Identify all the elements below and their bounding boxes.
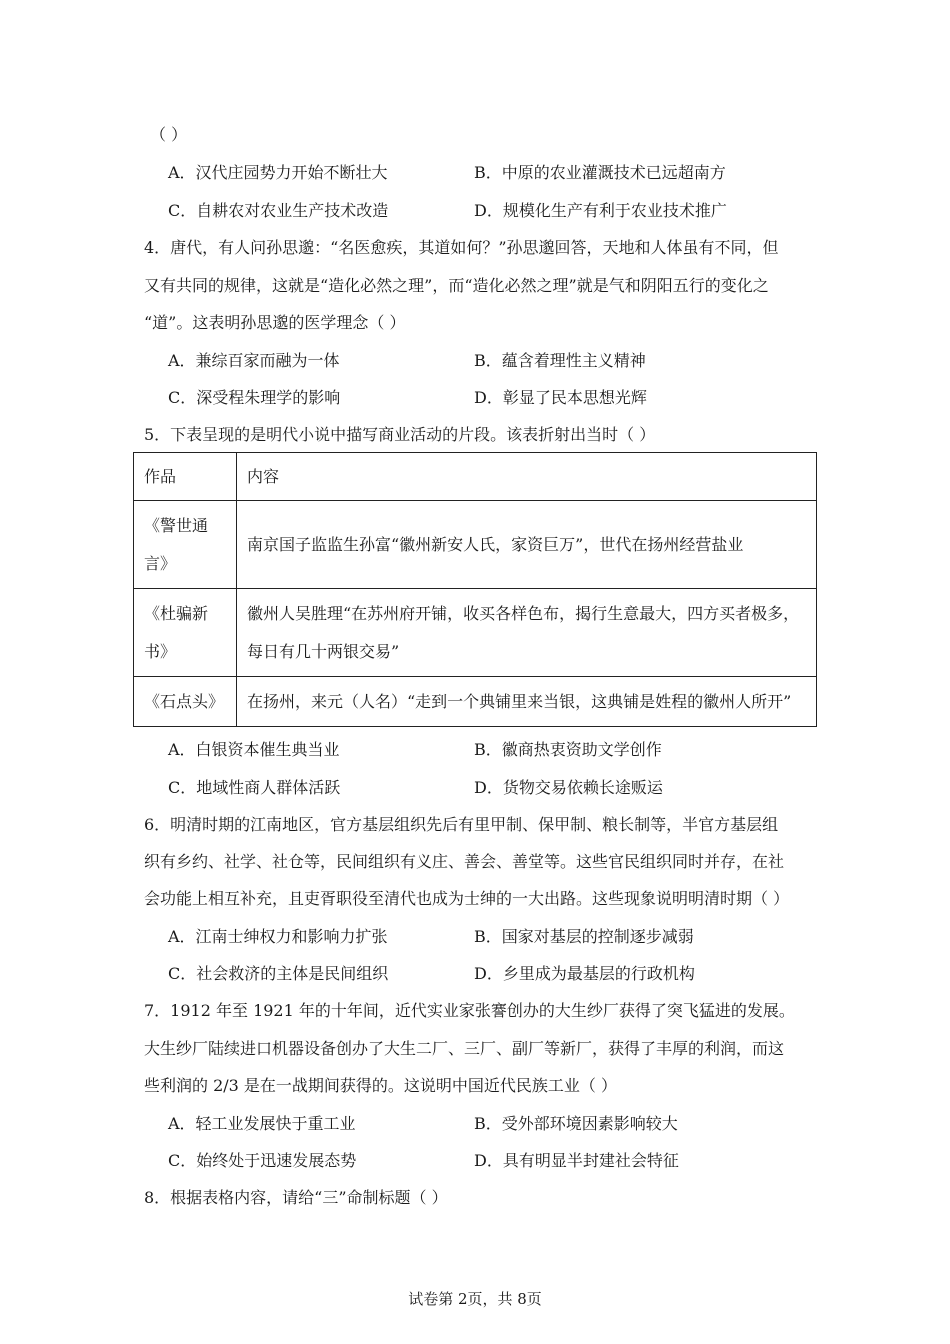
table-row [134, 501, 817, 589]
q8-stem: 8．根据表格内容，请给“三”命制标题（ ） [144, 1188, 448, 1207]
q6-stem-line-1: 6．明清时期的江南地区，官方基层组织先后有里甲制、保甲制、粮长制等，半官方基层组 [144, 815, 779, 834]
q6-stem-line-2: 织有乡约、社学、社仓等，民间组织有义庄、善会、善堂等。这些官民组织同时并存，在社 [144, 852, 785, 871]
prev-option-b: B．中原的农业灌溉技术已远超南方 [474, 163, 726, 182]
page-footer: 试卷第 2页，共 8页 [408, 1290, 542, 1308]
q4-stem-line-3: “道”。这表明孙思邈的医学理念（ ） [144, 313, 406, 332]
q7-option-d: D．具有明显半封建社会特征 [474, 1151, 679, 1170]
q4-option-b: B．蕴含着理性主义精神 [474, 351, 646, 370]
q5-option-a: A．白银资本催生典当业 [168, 740, 340, 759]
table-cell-content [237, 589, 817, 677]
q5-table [133, 452, 817, 727]
table-cell-content [237, 677, 817, 727]
content-line-2: 每日有几十两银交易” [247, 641, 400, 661]
work-line-1: 《警世通 [144, 515, 209, 535]
prev-option-c: C．自耕农对农业生产技术改造 [168, 201, 389, 220]
q7-stem-line-3: 些利润的 2/3 是在一战期间获得的。这说明中国近代民族工业（ ） [144, 1076, 618, 1095]
table-cell-work [134, 501, 237, 589]
q5-option-d: D．货物交易依赖长途贩运 [474, 778, 663, 797]
table-cell-work [134, 589, 237, 677]
q6-option-d: D．乡里成为最基层的行政机构 [474, 964, 695, 983]
q5-stem: 5．下表呈现的是明代小说中描写商业活动的片段。该表折射出当时（ ） [144, 425, 656, 444]
work-line-2: 书》 [144, 641, 177, 661]
table-header-row [134, 453, 817, 501]
work-line-2: 言》 [144, 553, 177, 573]
q7-option-c: C．始终处于迅速发展态势 [168, 1151, 357, 1170]
work-line-1: 《杜骗新 [144, 603, 209, 623]
content-line-1: 南京国子监监生孙富“徽州新安人氏，家资巨万”，世代在扬州经营盐业 [247, 534, 744, 554]
content-line-1: 徽州人吴胜理“在苏州府开铺，收买各样色布，揭行生意最大，四方买者极多， [247, 603, 800, 623]
q7-option-b: B．受外部环境因素影响较大 [474, 1114, 678, 1133]
q4-option-a: A．兼综百家而融为一体 [168, 351, 340, 370]
content-line-1: 在扬州，来元（人名）“走到一个典铺里来当银，这典铺是姓程的徽州人所开” [247, 691, 792, 711]
table-row [134, 677, 817, 727]
table-header-work: 作品 [134, 453, 237, 501]
table-cell-work [134, 677, 237, 727]
prev-option-a: A．汉代庄园势力开始不断壮大 [168, 163, 388, 182]
q5-option-c: C．地域性商人群体活跃 [168, 778, 341, 797]
table-header-content: 内容 [237, 453, 817, 501]
q5-option-b: B．徽商热衷资助文学创作 [474, 740, 662, 759]
table-cell-content [237, 501, 817, 589]
table-row [134, 589, 817, 677]
q7-stem-line-1: 7．1912 年至 1921 年的十年间，近代实业家张謇创办的大生纱厂获得了突飞猛进的发展。 [144, 1001, 795, 1020]
q4-option-d: D．彰显了民本思想光辉 [474, 388, 647, 407]
q6-option-c: C．社会救济的主体是民间组织 [168, 964, 389, 983]
q7-stem-line-2: 大生纱厂陆续进口机器设备创办了大生二厂、三厂、副厂等新厂，获得了丰厚的利润，而这 [144, 1039, 785, 1058]
q4-option-c: C．深受程朱理学的影响 [168, 388, 341, 407]
q7-option-a: A．轻工业发展快于重工业 [168, 1114, 356, 1133]
work-line-1: 《石点头》 [144, 691, 225, 711]
prev-question-stem-tail: （ ） [150, 125, 188, 144]
q6-option-a: A．江南士绅权力和影响力扩张 [168, 927, 388, 946]
q4-stem-line-1: 4．唐代，有人问孙思邈：“名医愈疾，其道如何？”孙思邈回答，天地和人体虽有不同，但 [144, 238, 779, 257]
prev-option-d: D．规模化生产有利于农业技术推广 [474, 201, 727, 220]
q4-stem-line-2: 又有共同的规律，这就是“造化必然之理”，而“造化必然之理”就是气和阴阳五行的变化之 [144, 276, 769, 295]
q6-stem-line-3: 会功能上相互补充，且吏胥职役至清代也成为士绅的一大出路。这些现象说明明清时期（ ） [144, 889, 790, 908]
q6-option-b: B．国家对基层的控制逐步减弱 [474, 927, 694, 946]
